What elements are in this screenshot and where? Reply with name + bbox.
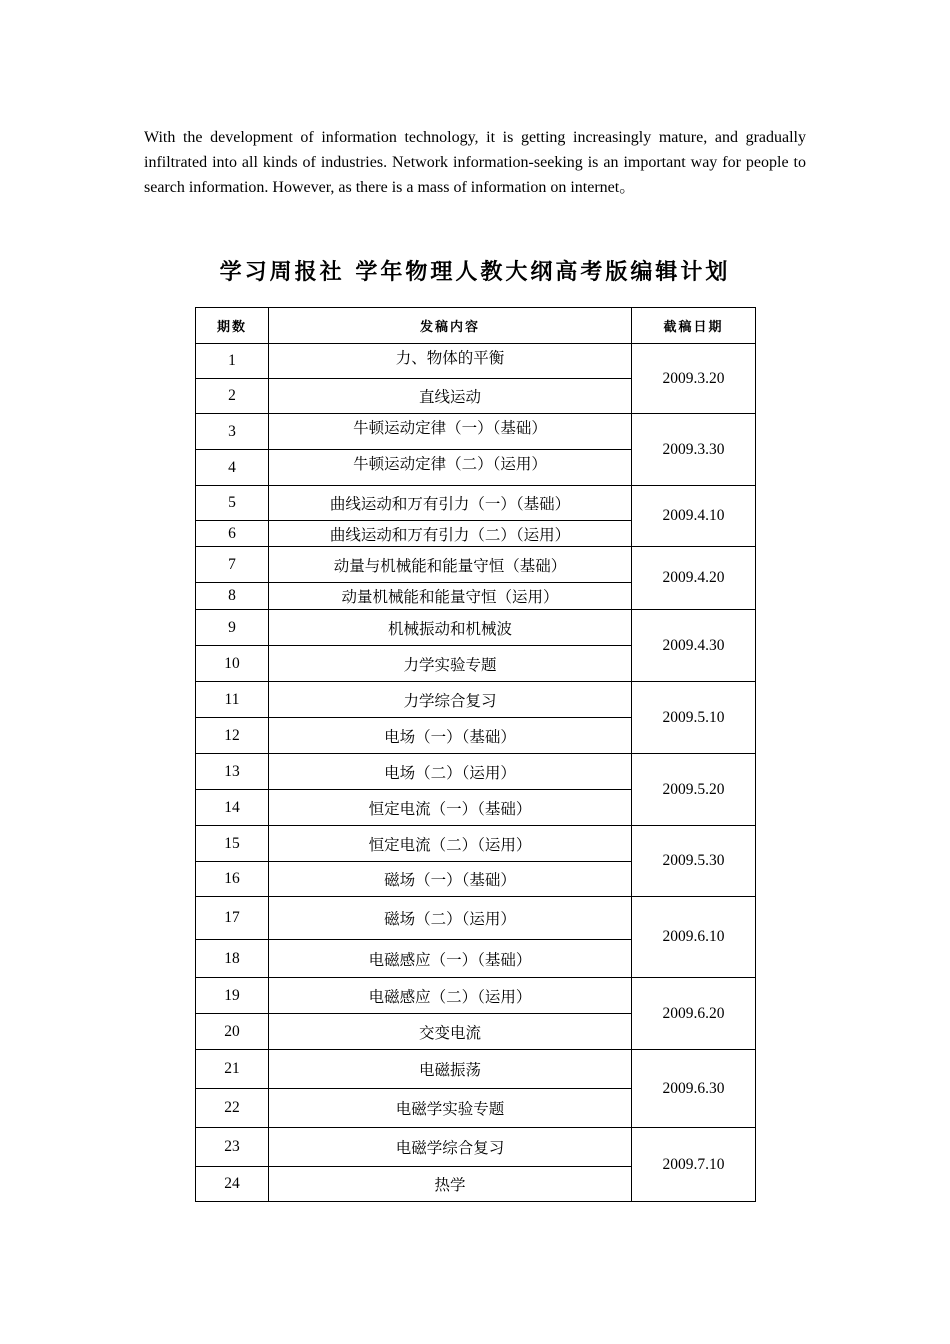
header-deadline: 截稿日期 — [632, 308, 756, 344]
table-row — [196, 610, 756, 646]
issue-content: 电磁感应（一）（基础） — [269, 940, 632, 978]
deadline-cell: 2009.4.10 — [632, 486, 756, 547]
table-row — [196, 978, 756, 1014]
table-row — [196, 1128, 756, 1167]
issue-content: 力学实验专题 — [269, 646, 632, 682]
table-row — [196, 414, 756, 450]
table-row — [196, 547, 756, 583]
issue-content: 电场（一）（基础） — [269, 718, 632, 754]
issue-number: 1 — [196, 344, 269, 379]
issue-number: 24 — [196, 1167, 269, 1202]
table-row — [196, 754, 756, 790]
issue-number: 9 — [196, 610, 269, 646]
issue-content: 电磁学实验专题 — [269, 1089, 632, 1128]
issue-content: 牛顿运动定律（二）（运用） — [269, 450, 632, 486]
issue-content: 曲线运动和万有引力（一）（基础） — [269, 486, 632, 521]
deadline-cell: 2009.4.20 — [632, 547, 756, 610]
issue-content: 牛顿运动定律（一）（基础） — [269, 414, 632, 450]
deadline-cell: 2009.3.20 — [632, 344, 756, 414]
issue-number: 23 — [196, 1128, 269, 1167]
deadline-cell: 2009.5.10 — [632, 682, 756, 754]
issue-number: 2 — [196, 379, 269, 414]
issue-number: 17 — [196, 897, 269, 940]
issue-number: 8 — [196, 583, 269, 610]
issue-number: 4 — [196, 450, 269, 486]
issue-number: 18 — [196, 940, 269, 978]
header-content: 发稿内容 — [269, 308, 632, 344]
issue-number: 22 — [196, 1089, 269, 1128]
document-title: 学习周报社 学年物理人教大纲高考版编辑计划 — [219, 259, 731, 285]
table-row — [196, 486, 756, 521]
deadline-cell: 2009.6.30 — [632, 1050, 756, 1128]
table-row — [196, 897, 756, 940]
issue-content: 磁场（一）（基础） — [269, 862, 632, 897]
issue-number: 19 — [196, 978, 269, 1014]
intro-paragraph: With the development of information technology, it is getting increasingly mature, and gradually infiltrated into all kinds of industries. Network information-seeking is an important way for people to search information. However, as there is a mass of information on internet。 — [144, 129, 806, 196]
deadline-cell: 2009.4.30 — [632, 610, 756, 682]
issue-number: 10 — [196, 646, 269, 682]
issue-content: 磁场（二）（运用） — [269, 897, 632, 940]
issue-content: 力学综合复习 — [269, 682, 632, 718]
issue-content: 恒定电流（一）（基础） — [269, 790, 632, 826]
deadline-cell: 2009.5.30 — [632, 826, 756, 897]
issue-content: 电场（二）（运用） — [269, 754, 632, 790]
issue-content: 恒定电流（二）（运用） — [269, 826, 632, 862]
issue-number: 13 — [196, 754, 269, 790]
issue-number: 7 — [196, 547, 269, 583]
table-row — [196, 826, 756, 862]
table-header-row — [196, 308, 756, 344]
issue-content: 动量机械能和能量守恒（运用） — [269, 583, 632, 610]
issue-number: 12 — [196, 718, 269, 754]
issue-content: 曲线运动和万有引力（二）（运用） — [269, 521, 632, 547]
issue-number: 5 — [196, 486, 269, 521]
table-row — [196, 1050, 756, 1089]
issue-number: 21 — [196, 1050, 269, 1089]
issue-content: 电磁振荡 — [269, 1050, 632, 1089]
issue-content: 机械振动和机械波 — [269, 610, 632, 646]
issue-number: 11 — [196, 682, 269, 718]
deadline-cell: 2009.5.20 — [632, 754, 756, 826]
issue-number: 15 — [196, 826, 269, 862]
issue-number: 14 — [196, 790, 269, 826]
issue-number: 3 — [196, 414, 269, 450]
issue-number: 6 — [196, 521, 269, 547]
table-row — [196, 682, 756, 718]
issue-content: 热学 — [269, 1167, 632, 1202]
deadline-cell: 2009.7.10 — [632, 1128, 756, 1202]
deadline-cell: 2009.3.30 — [632, 414, 756, 486]
table-row — [196, 344, 756, 379]
issue-content: 力、物体的平衡 — [269, 344, 632, 379]
header-issue-number: 期数 — [196, 308, 269, 344]
issue-number: 20 — [196, 1014, 269, 1050]
issue-content: 动量与机械能和能量守恒（基础） — [269, 547, 632, 583]
deadline-cell: 2009.6.20 — [632, 978, 756, 1050]
editing-plan-table — [195, 307, 756, 1202]
deadline-cell: 2009.6.10 — [632, 897, 756, 978]
issue-content: 电磁感应（二）（运用） — [269, 978, 632, 1014]
issue-number: 16 — [196, 862, 269, 897]
issue-content: 电磁学综合复习 — [269, 1128, 632, 1167]
issue-content: 交变电流 — [269, 1014, 632, 1050]
issue-content: 直线运动 — [269, 379, 632, 414]
